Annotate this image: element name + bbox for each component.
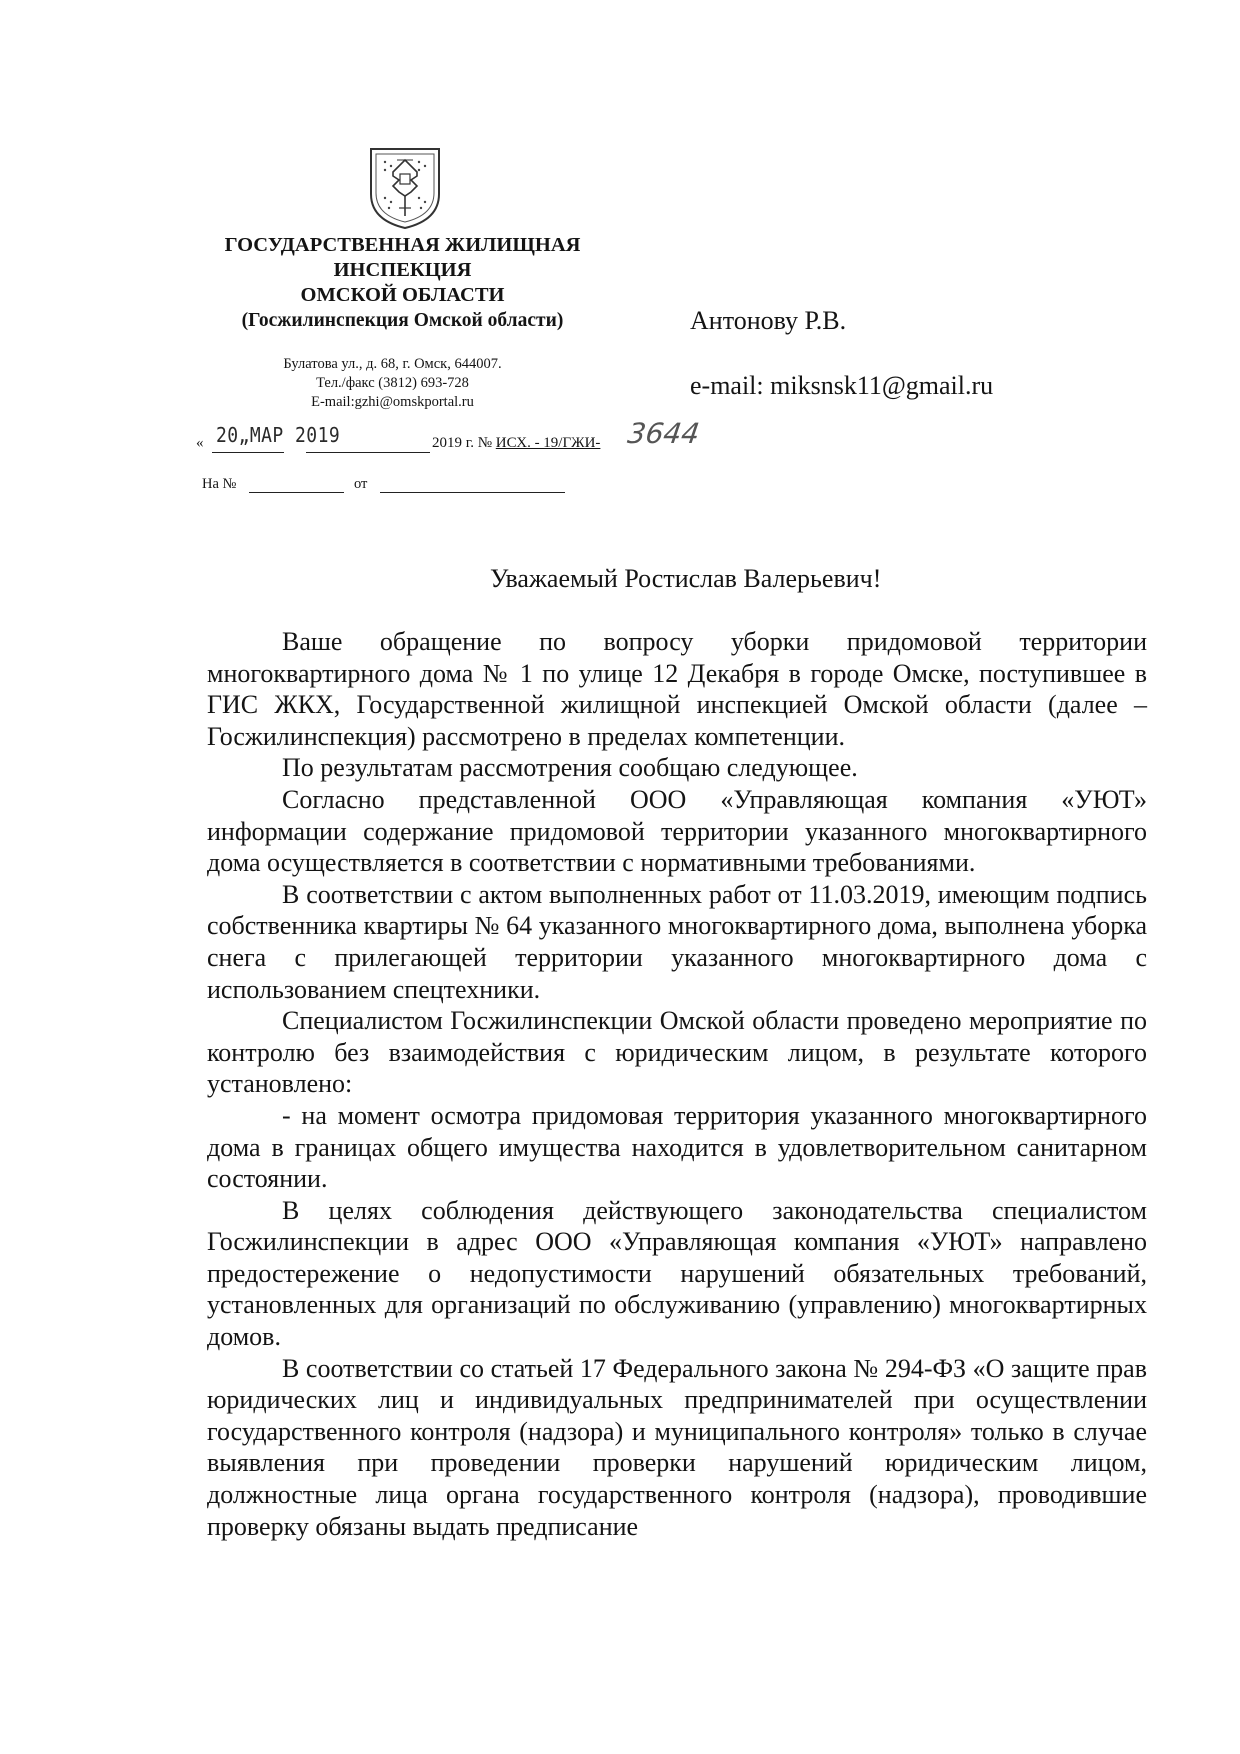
recipient-email: e-mail: miksnsk11@gmail.ru bbox=[690, 371, 994, 400]
letter-body bbox=[207, 626, 1147, 1542]
greeting: Уважаемый Ростислав Валерьевич! bbox=[490, 564, 882, 593]
ref-date-label: от bbox=[354, 476, 368, 492]
year-label: 2019 г. № bbox=[432, 435, 493, 451]
paragraph: В целях соблюдения действующего законодательства специалистом Госжилинспекции в адрес ООО «Управляющая компания «УЮТ» направлено предостережение о недопустимости нарушений обязательных требований, установленных для организаций по обслуживанию (управлению) многоквартирных домов. bbox=[207, 1195, 1147, 1352]
org-address: Булатова ул., д. 68, г. Омск, 644007. bbox=[283, 356, 502, 372]
registration-number bbox=[432, 435, 600, 452]
org-name-line-1: ГОСУДАРСТВЕННАЯ ЖИЛИЩНАЯ bbox=[224, 234, 581, 256]
org-name-line-3: ОМСКОЙ ОБЛАСТИ bbox=[300, 284, 505, 306]
org-contacts bbox=[240, 355, 545, 412]
ref-date-blank bbox=[380, 492, 565, 493]
outgoing-ref: ИСХ. - 19/ГЖИ- bbox=[495, 435, 601, 451]
organization-name bbox=[200, 233, 605, 333]
paragraph: В соответствии со статьей 17 Федерального закона № 294-ФЗ «О защите прав юридических лиц и индивидуальных предпринимателей при осуществлении государственного контроля (надзора) и муниципального контроля» только в случае выявления при проведении проверки нарушений юридическим лицом, должностные лица органа государственного контроля (надзора), проводившие проверку обязаны выдать предписание bbox=[207, 1353, 1147, 1541]
org-name-line-2: ИНСПЕКЦИЯ bbox=[333, 259, 472, 281]
handwritten-number: 3644 bbox=[625, 417, 702, 450]
paragraph: По результатам рассмотрения сообщаю следующее. bbox=[282, 753, 858, 783]
paragraph: Специалистом Госжилинспекции Омской области проведено мероприятие по контролю без взаимодействия с юридическим лицом, в результате которого установлено: bbox=[207, 1006, 1147, 1099]
paragraph: - на момент осмотра придомовая территория указанного многоквартирного дома в границах общего имущества находится в удовлетворительном санитарном состоянии. bbox=[207, 1100, 1147, 1194]
recipient-name: Антонову Р.В. bbox=[690, 306, 847, 335]
ref-number-blank bbox=[249, 492, 344, 493]
paragraph: Ваше обращение по вопросу уборки придомовой территории многоквартирного дома № 1 по улице 12 Декабря в городе Омске, поступившее в ГИС ЖКХ, Государственной жилищной инспекцией Омской области (далее – Госжилинспекция) рассмотрено в пределах компетенции. bbox=[207, 627, 1147, 751]
date-underline bbox=[212, 452, 284, 453]
org-email: E-mail:gzhi@omskportal.ru bbox=[311, 394, 474, 410]
quote-mark: « bbox=[196, 435, 204, 451]
org-phone: Тел./факс (3812) 693-728 bbox=[316, 375, 469, 391]
ref-number-label: На № bbox=[202, 476, 237, 492]
paragraph: В соответствии с актом выполненных работ от 11.03.2019, имеющим подпись собственника квартиры № 64 указанного многоквартирного дома, выполнена уборка снега с прилегающей территории указанного многоквартирного дома с использованием спецтехники. bbox=[207, 879, 1147, 1004]
paragraph: Согласно представленной ООО «Управляющая компания «УЮТ» информации содержание придомовой территории указанного многоквартирного дома осуществляется в соответствии с нормативными требованиями. bbox=[207, 784, 1147, 878]
registration-line bbox=[196, 417, 716, 459]
org-short-name: (Госжилинспекция Омской области) bbox=[241, 310, 564, 331]
date-stamp: 20„MAP 2019 bbox=[216, 423, 341, 447]
month-underline bbox=[306, 452, 430, 453]
omsk-coat-of-arms-icon bbox=[367, 146, 443, 230]
